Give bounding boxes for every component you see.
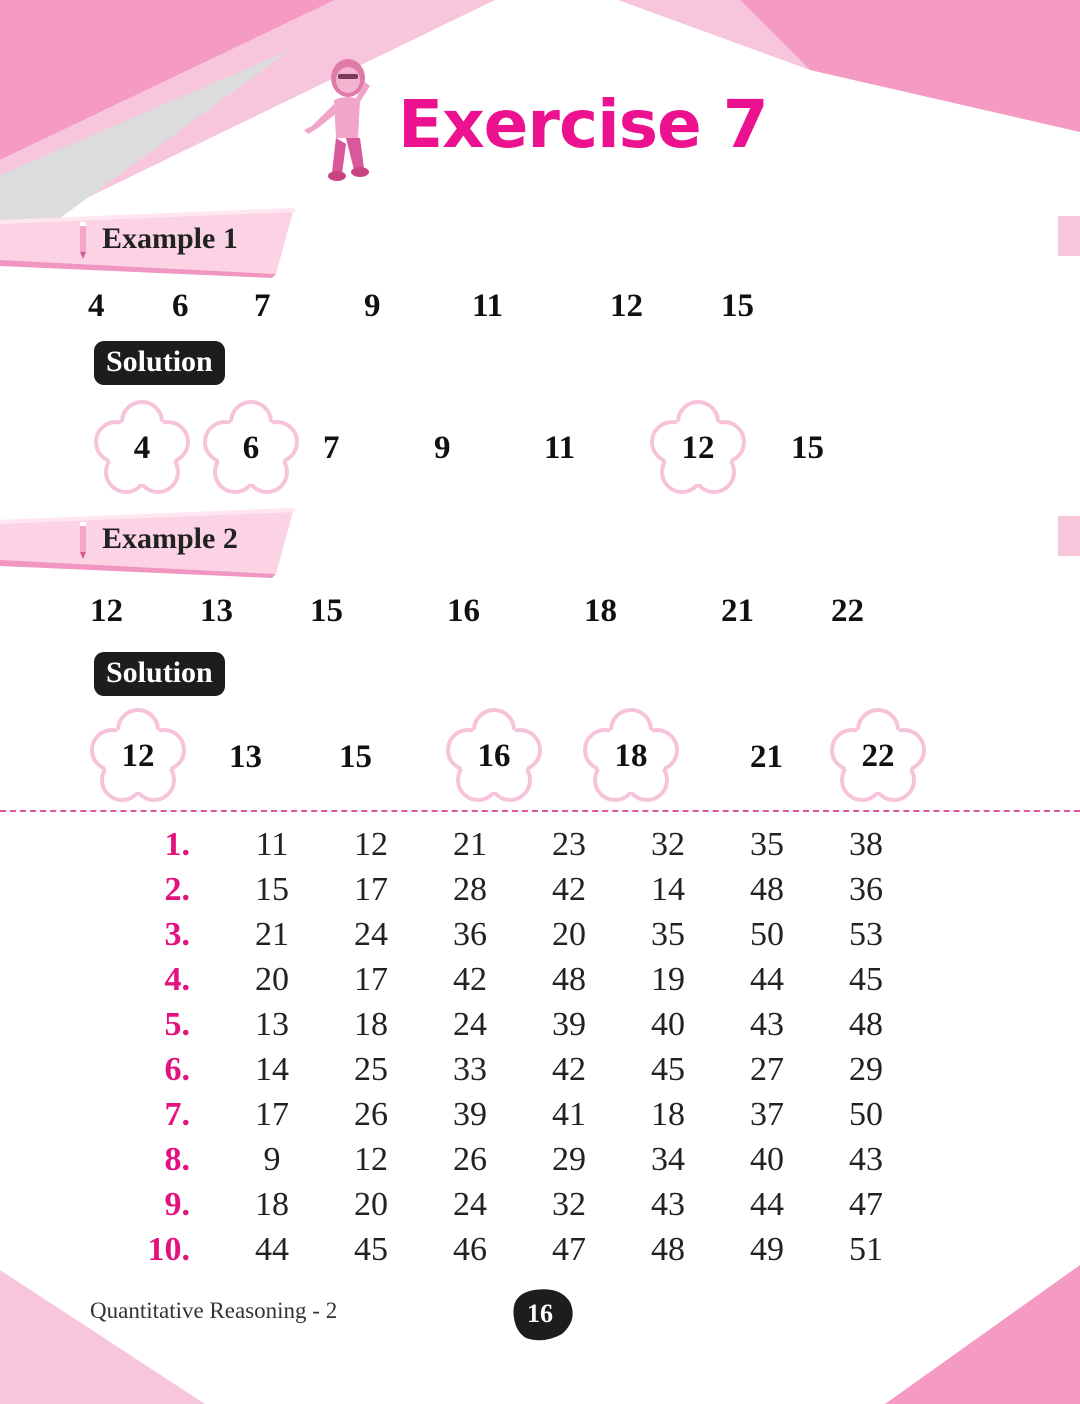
table-cell: 27 bbox=[750, 1051, 784, 1088]
table-cell: 43 bbox=[849, 1141, 883, 1178]
table-cell: 34 bbox=[651, 1141, 685, 1178]
table-cell: 44 bbox=[255, 1231, 289, 1268]
table-cell: 37 bbox=[750, 1096, 784, 1133]
table-cell: 41 bbox=[552, 1096, 586, 1133]
flower-circle bbox=[90, 708, 186, 804]
example-number: 11 bbox=[472, 288, 504, 324]
solution-number: 16 bbox=[477, 737, 511, 774]
table-cell: 18 bbox=[255, 1186, 289, 1223]
table-row bbox=[130, 828, 896, 873]
example-number: 7 bbox=[254, 288, 271, 324]
example-number: 15 bbox=[310, 593, 343, 629]
row-label: 3. bbox=[164, 916, 190, 953]
table-cell: 43 bbox=[651, 1186, 685, 1223]
flower-circle bbox=[94, 400, 190, 496]
table-row bbox=[130, 1053, 896, 1098]
table-cell: 38 bbox=[849, 826, 883, 863]
character-illustration bbox=[298, 56, 378, 184]
solution-number: 7 bbox=[323, 430, 340, 466]
table-cell: 20 bbox=[552, 916, 586, 953]
solution-number: 11 bbox=[544, 430, 576, 466]
example-number: 4 bbox=[88, 288, 105, 324]
row-label: 2. bbox=[164, 871, 190, 908]
example-number: 13 bbox=[200, 593, 233, 629]
example-2-label: Example 2 bbox=[102, 522, 238, 555]
table-row bbox=[130, 963, 896, 1008]
row-label: 10. bbox=[147, 1231, 190, 1268]
flower-circle bbox=[203, 400, 299, 496]
table-cell: 40 bbox=[651, 1006, 685, 1043]
solution-number: 4 bbox=[133, 429, 151, 466]
table-cell: 44 bbox=[750, 961, 784, 998]
flower-circle bbox=[583, 708, 679, 804]
example-1-banner bbox=[0, 208, 300, 278]
solution-number: 12 bbox=[121, 737, 155, 774]
table-cell: 42 bbox=[552, 1051, 586, 1088]
table-cell: 45 bbox=[849, 961, 883, 998]
table-cell: 50 bbox=[750, 916, 784, 953]
solution-number: 13 bbox=[229, 739, 262, 775]
table-cell: 11 bbox=[255, 826, 289, 863]
table-cell: 24 bbox=[453, 1186, 487, 1223]
table-cell: 21 bbox=[255, 916, 289, 953]
row-label: 7. bbox=[164, 1096, 190, 1133]
example-number: 12 bbox=[90, 593, 123, 629]
flower-circle bbox=[446, 708, 542, 804]
flower-circle bbox=[830, 708, 926, 804]
table-cell: 36 bbox=[849, 871, 883, 908]
table-row bbox=[130, 1188, 896, 1233]
example-1-label: Example 1 bbox=[102, 222, 238, 255]
solution-number: 6 bbox=[242, 429, 260, 466]
table-cell: 40 bbox=[750, 1141, 784, 1178]
table-cell: 48 bbox=[849, 1006, 883, 1043]
table-cell: 29 bbox=[552, 1141, 586, 1178]
table-cell: 12 bbox=[354, 1141, 388, 1178]
row-label: 1. bbox=[164, 826, 190, 863]
table-cell: 14 bbox=[255, 1051, 289, 1088]
table-cell: 48 bbox=[651, 1231, 685, 1268]
table-cell: 24 bbox=[354, 916, 388, 953]
row-label: 5. bbox=[164, 1006, 190, 1043]
table-cell: 33 bbox=[453, 1051, 487, 1088]
example-number: 15 bbox=[721, 288, 754, 324]
table-cell: 35 bbox=[651, 916, 685, 953]
example-number: 6 bbox=[172, 288, 189, 324]
solution-number: 22 bbox=[861, 737, 895, 774]
table-cell: 32 bbox=[651, 826, 685, 863]
table-cell: 44 bbox=[750, 1186, 784, 1223]
table-cell: 32 bbox=[552, 1186, 586, 1223]
example-number: 18 bbox=[584, 593, 617, 629]
table-row bbox=[130, 1008, 896, 1053]
row-label: 9. bbox=[164, 1186, 190, 1223]
table-row bbox=[130, 1233, 896, 1278]
table-cell: 42 bbox=[453, 961, 487, 998]
table-cell: 12 bbox=[354, 826, 388, 863]
table-cell: 24 bbox=[453, 1006, 487, 1043]
table-cell: 9 bbox=[263, 1141, 281, 1178]
table-cell: 43 bbox=[750, 1006, 784, 1043]
table-row bbox=[130, 918, 896, 963]
page-number-blob bbox=[504, 1284, 576, 1344]
table-cell: 47 bbox=[552, 1231, 586, 1268]
table-cell: 18 bbox=[651, 1096, 685, 1133]
solution-label: Solution bbox=[94, 341, 225, 385]
table-cell: 49 bbox=[750, 1231, 784, 1268]
page-number: 16 bbox=[527, 1299, 553, 1328]
table-row bbox=[130, 1098, 896, 1143]
row-label: 4. bbox=[164, 961, 190, 998]
row-label: 8. bbox=[164, 1141, 190, 1178]
row-label: 6. bbox=[164, 1051, 190, 1088]
solution-number: 15 bbox=[791, 430, 824, 466]
table-cell: 20 bbox=[255, 961, 289, 998]
solution-number: 9 bbox=[434, 430, 451, 466]
table-cell: 17 bbox=[255, 1096, 289, 1133]
side-tab bbox=[1058, 516, 1080, 556]
table-cell: 26 bbox=[354, 1096, 388, 1133]
page-title: Exercise 7 bbox=[398, 86, 768, 163]
table-cell: 13 bbox=[255, 1006, 289, 1043]
example-number: 16 bbox=[447, 593, 480, 629]
table-cell: 21 bbox=[453, 826, 487, 863]
book-title: Quantitative Reasoning - 2 bbox=[90, 1298, 338, 1323]
table-cell: 42 bbox=[552, 871, 586, 908]
table-cell: 48 bbox=[552, 961, 586, 998]
table-cell: 20 bbox=[354, 1186, 388, 1223]
table-cell: 45 bbox=[354, 1231, 388, 1268]
table-cell: 19 bbox=[651, 961, 685, 998]
dashed-divider bbox=[0, 810, 1080, 812]
table-cell: 15 bbox=[255, 871, 289, 908]
exercise-table bbox=[130, 828, 896, 1278]
solution-label: Solution bbox=[94, 652, 225, 696]
solution-number: 15 bbox=[339, 739, 372, 775]
table-cell: 28 bbox=[453, 871, 487, 908]
table-cell: 39 bbox=[552, 1006, 586, 1043]
table-cell: 51 bbox=[849, 1231, 883, 1268]
table-cell: 53 bbox=[849, 916, 883, 953]
solution-number: 18 bbox=[614, 737, 648, 774]
table-cell: 26 bbox=[453, 1141, 487, 1178]
table-cell: 45 bbox=[651, 1051, 685, 1088]
solution-number: 12 bbox=[681, 429, 715, 466]
example-number: 9 bbox=[364, 288, 381, 324]
table-cell: 14 bbox=[651, 871, 685, 908]
flower-circle bbox=[650, 400, 746, 496]
example-number: 12 bbox=[610, 288, 643, 324]
table-cell: 47 bbox=[849, 1186, 883, 1223]
side-tab bbox=[1058, 216, 1080, 256]
table-cell: 25 bbox=[354, 1051, 388, 1088]
table-cell: 46 bbox=[453, 1231, 487, 1268]
table-row bbox=[130, 1143, 896, 1188]
table-cell: 17 bbox=[354, 961, 388, 998]
table-cell: 17 bbox=[354, 871, 388, 908]
table-cell: 39 bbox=[453, 1096, 487, 1133]
table-cell: 36 bbox=[453, 916, 487, 953]
table-cell: 50 bbox=[849, 1096, 883, 1133]
table-cell: 18 bbox=[354, 1006, 388, 1043]
table-cell: 48 bbox=[750, 871, 784, 908]
table-cell: 23 bbox=[552, 826, 586, 863]
example-number: 22 bbox=[831, 593, 864, 629]
table-cell: 29 bbox=[849, 1051, 883, 1088]
solution-number: 21 bbox=[750, 739, 783, 775]
example-2-banner bbox=[0, 508, 300, 578]
table-row bbox=[130, 873, 896, 918]
table-cell: 35 bbox=[750, 826, 784, 863]
example-number: 21 bbox=[721, 593, 754, 629]
